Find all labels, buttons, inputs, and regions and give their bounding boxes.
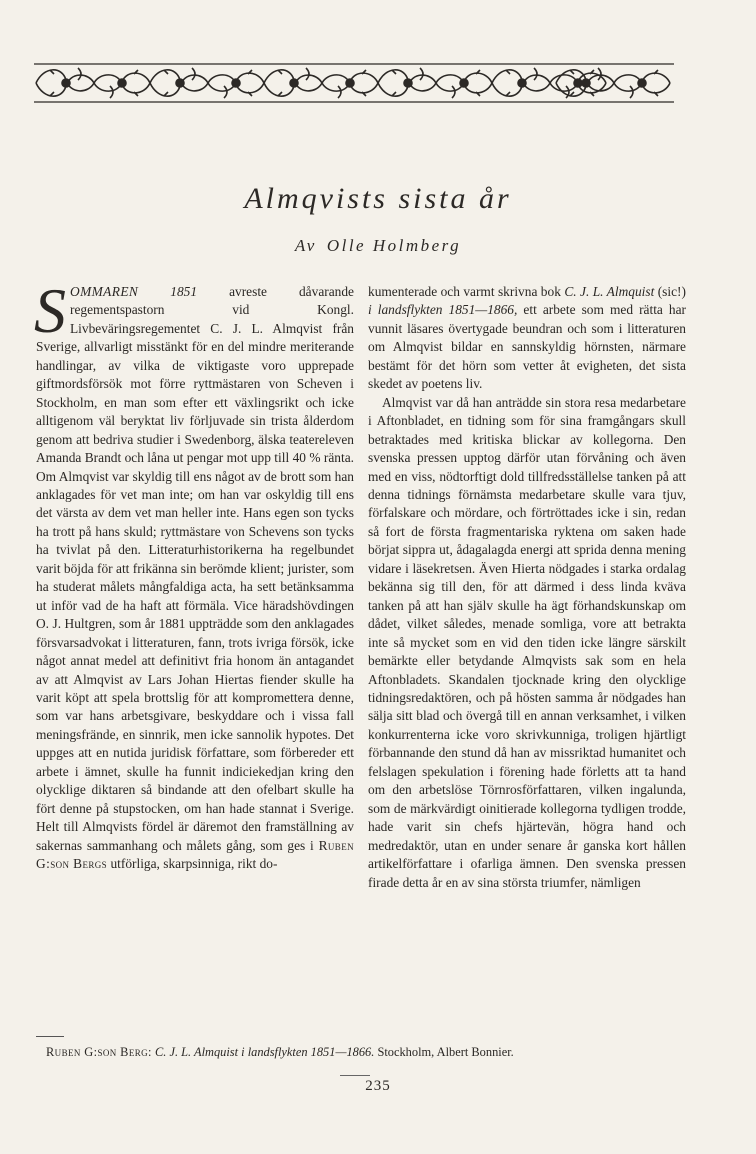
footnote-author: Ruben G:son Berg:	[46, 1045, 152, 1059]
drop-cap: S	[34, 275, 66, 346]
paragraph-1-continued	[368, 283, 686, 394]
sic-note: (sic!)	[657, 284, 686, 299]
footnote-book-title: C. J. L. Almquist i landsflykten 1851—1866.	[154, 1045, 375, 1059]
page-number-rule	[340, 1075, 370, 1076]
decorative-ornament-band	[34, 62, 674, 104]
right-column	[368, 283, 686, 892]
article-title: Almqvists sista år	[244, 182, 512, 215]
page-number: 235	[365, 1078, 391, 1094]
footnote-publisher: Stockholm, Albert Bonnier.	[377, 1045, 514, 1059]
continued-text-b: ett arbete som med rätta har vunnit läsares övertygade beundran och som i litteraturen om Almqvist bildar en sannskyldig hörnsten, närmare bestämt för det hörn som vetter åt evigheten, det sista skedet av poetens liv.	[368, 302, 687, 392]
paragraph-1	[34, 275, 354, 874]
footnote	[46, 1044, 706, 1060]
byline-prefix: Av	[294, 236, 317, 255]
paragraph-2: Almqvist var då han anträdde sin stora resa medarbetare i Aftonbladet, en tidning som för sina framgångars skull betraktades med kritiska blickar av kollegorna. Den svenska pressen upptog därför utan förvåning och även med en viss, nödtorftigt dold tillfredsställelse tanken på att denna tidnings förnämsta medarbetare skulle vara tjuv, förfalskare och mördare, och förtröttades icke i sin, redan så fort de första fragmentariska ryktena om saken hade börjat sippra ut, ådagalagda energi att sprida denna mening vidare i läsekretsen. Även Hierta nödgades i starka ordalag bekänna sig till den, för att därmed i dess linda kväva tanken på att han själv skulle ha ägt förhandskunskap om dådet, vilket således, menade somliga, vore att betrakta inte så mycket som en vid den tiden icke längre särskilt bemärkte eller betydande Almqvists sak som en hela Aftonbladets. Skandalen tjocknade kring den olycklige tidningsredaktören, och på hösten samma år nödgades han sälja sitt blad och övergå till en annan verksamhet, i vilken konkurrenterna icke voro skrivkunniga, troligen hjärtligt förbannande den stund då han av missriktad humanitet och felslagen spekulation i förening hade förletts att ta hand om den arbetslöse Törnrosförfattaren, vilken ingalunda, som de märkvärdigt oinitierade kollegorna tydligen trodde, hade varit sin chefs hjärtevän, högra hand och medredaktör, utan en under senare år ganska kort hållen artikelförfattare i ofarliga ämnen. Den svenska pressen firade detta år en av sina största triumfer, nämligen	[368, 394, 686, 890]
book-title-inline-2: i landsflykten 1851—1866,	[368, 302, 518, 318]
paragraph-1-tail: utförliga, skarpsinniga, rikt do-	[110, 856, 278, 872]
paragraph-1-text: avreste dåvarande regementspastorn vid Kongl. Livbeväringsregementet C. J. L. Almqvist från Sverige, allvarligt misstänkt för en del mindre meriterande handlingar, av vilka de viktigaste voro upprepade giftmordsförsök mot förre ryttmästaren von Scheven i Stockholm, en man som efter ett växlingsrikt och icke alltigenom väl beryktat liv förljuvade sin trista ålderdom genom att bedriva studier i Swedenborg, älska teatereleven Amanda Brandt och låna ut pengar mot upp till 40 % ränta. Om Almqvist var skyldig till ens något av de brott som han anklagades för vet man inte; om han var oskyldig till ens det värsta av dem vet man heller inte. Hans egen son tycks ha trott på hans skuld; ryttmästare von Schevens son tycks ha tvivlat på den. Litteraturhistorikerna ha regelbundet varit böjda för att frikänna sin berömde klient; jurister, som ha studerat målets mångfaldiga acta, ha sett betänksamma ut inför vad de ha haft att förmäla. Vice häradshövdingen O. J. Hultgren, som år 1881 uppträdde som den anklagades försvarsadvokat i litteraturen, fann, trots ivriga försök, icke något annat medel att definitivt fria honom än antagandet av att Almqvist av Lars Johan Hiertas fiender skulle ha varit köpt att spela brottslig för att kompromettera denne, som var hans arbetsgivare, beskyddare och i vissa fall meningsfrände, en sinnrik, men icke sannolik hypotes. Det uppges att en nutida juridisk författare, som förbereder ett arbete i ämnet, skulle ha funnit indiciekedjan kring den olycklige diktaren så bindande att den ofelbart skulle ha fört denne på stupstocken, om han hade stannat i Sverige. Helt till Almqvists fördel är däremot den framställning av sakernas sammanhang och målets gång, som ges i	[36, 284, 354, 853]
lead-year: 1851	[170, 284, 198, 299]
book-title-inline: C. J. L. Almquist	[564, 284, 655, 299]
continued-text-a: kumenterade och varmt skrivna bok	[368, 284, 561, 299]
author-name: Olle Holmberg	[326, 236, 462, 255]
left-column	[34, 275, 354, 874]
cited-author: Ruben G:son Bergs	[36, 837, 354, 872]
lead-word: OMMAREN	[70, 284, 139, 299]
footnote-rule	[36, 1036, 64, 1037]
byline	[0, 236, 756, 256]
